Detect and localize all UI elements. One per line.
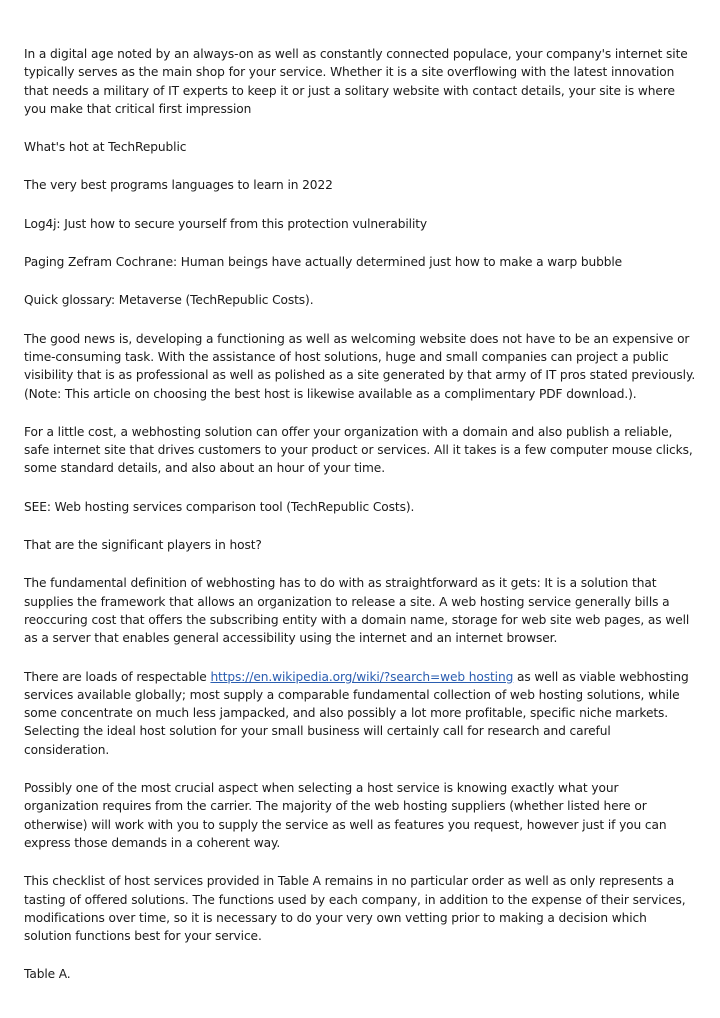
respectable-hosts-text-after: as well as viable webhosting services available globally; most supply a comparable fundamental collection of web hosting solutions, while some concentrate on much less jampacked, and also possibly a lot more profitable, specific niche markets. Selecting the ideal host solution for your small business will certainly call for research and careful consideration. <box>24 669 689 757</box>
definition-paragraph: The fundamental definition of webhosting has to do with as straightforward as it gets: It is a solution that supplies the framework that allows an organization to release a site. A web hosting service generally bills a reoccuring cost that offers the subscribing entity with a domain name, storage for web site web pages, as well as a server that enables general accessibility using the internet and an internet browser. <box>24 576 690 646</box>
intro-paragraph: In a digital age noted by an always-on as well as constantly connected populace, your company's internet site typically serves as the main shop for your service. Whether it is a site overflowing with the latest innovation that needs a military of IT experts to keep it or just a solitary website with contact details, your site is where you make that critical first impression <box>24 47 688 116</box>
checklist-paragraph: This checklist of host services provided in Table A remains in no particular order as well as only represents a tasting of offered solutions. The functions used by each company, in addition to the expense of their services, modifications over time, so it is necessary to do your very own vetting prior to making a decision which solution functions best for your service. <box>24 874 686 944</box>
good-news-paragraph: The good news is, developing a functioning as well as welcoming website does not have to be an expensive or time-consuming task. With the assistance of host solutions, huge and small companies can project a public visibility that is as professional as well as polished as a site generated by that army of IT pros stated previously. (Note: This article on choosing the best host is likewise available as a complimentary PDF download.). <box>24 331 696 401</box>
see-comparison-tool: SEE: Web hosting services comparison tool (TechRepublic Costs). <box>24 499 415 514</box>
related-item-metaverse-glossary: Quick glossary: Metaverse (TechRepublic Costs). <box>24 293 314 308</box>
table-a-label: Table A. <box>24 967 71 982</box>
respectable-hosts-text-before: There are loads of respectable <box>24 669 211 684</box>
little-cost-paragraph: For a little cost, a webhosting solution can offer your organization with a domain and also publish a reliable, safe internet site that drives customers to your product or services. All it takes is a few computer mouse clicks, some standard details, and also about an hour of your time. <box>24 424 693 476</box>
related-item-warp-bubble: Paging Zefram Cochrane: Human beings have actually determined just how to make a warp bubble <box>24 255 623 270</box>
crucial-aspect-paragraph: Possibly one of the most crucial aspect when selecting a host service is knowing exactly what your organization requires from the carrier. The majority of the web hosting suppliers (whether listed here or otherwise) will work with you to supply the service as well as features you request, however just if you can express those demands in a coherent way. <box>24 781 667 850</box>
respectable-hosts-paragraph <box>24 668 696 759</box>
related-item-log4j: Log4j: Just how to secure yourself from this protection vulnerability <box>24 216 428 231</box>
whats-hot-heading: What's hot at TechRepublic <box>24 140 187 155</box>
wikipedia-web-hosting-link[interactable]: https://en.wikipedia.org/wiki/?search=web hosting <box>210 669 514 684</box>
related-item-programming-languages: The very best programs languages to learn in 2022 <box>24 178 333 193</box>
major-players-heading: That are the significant players in host? <box>24 538 262 553</box>
